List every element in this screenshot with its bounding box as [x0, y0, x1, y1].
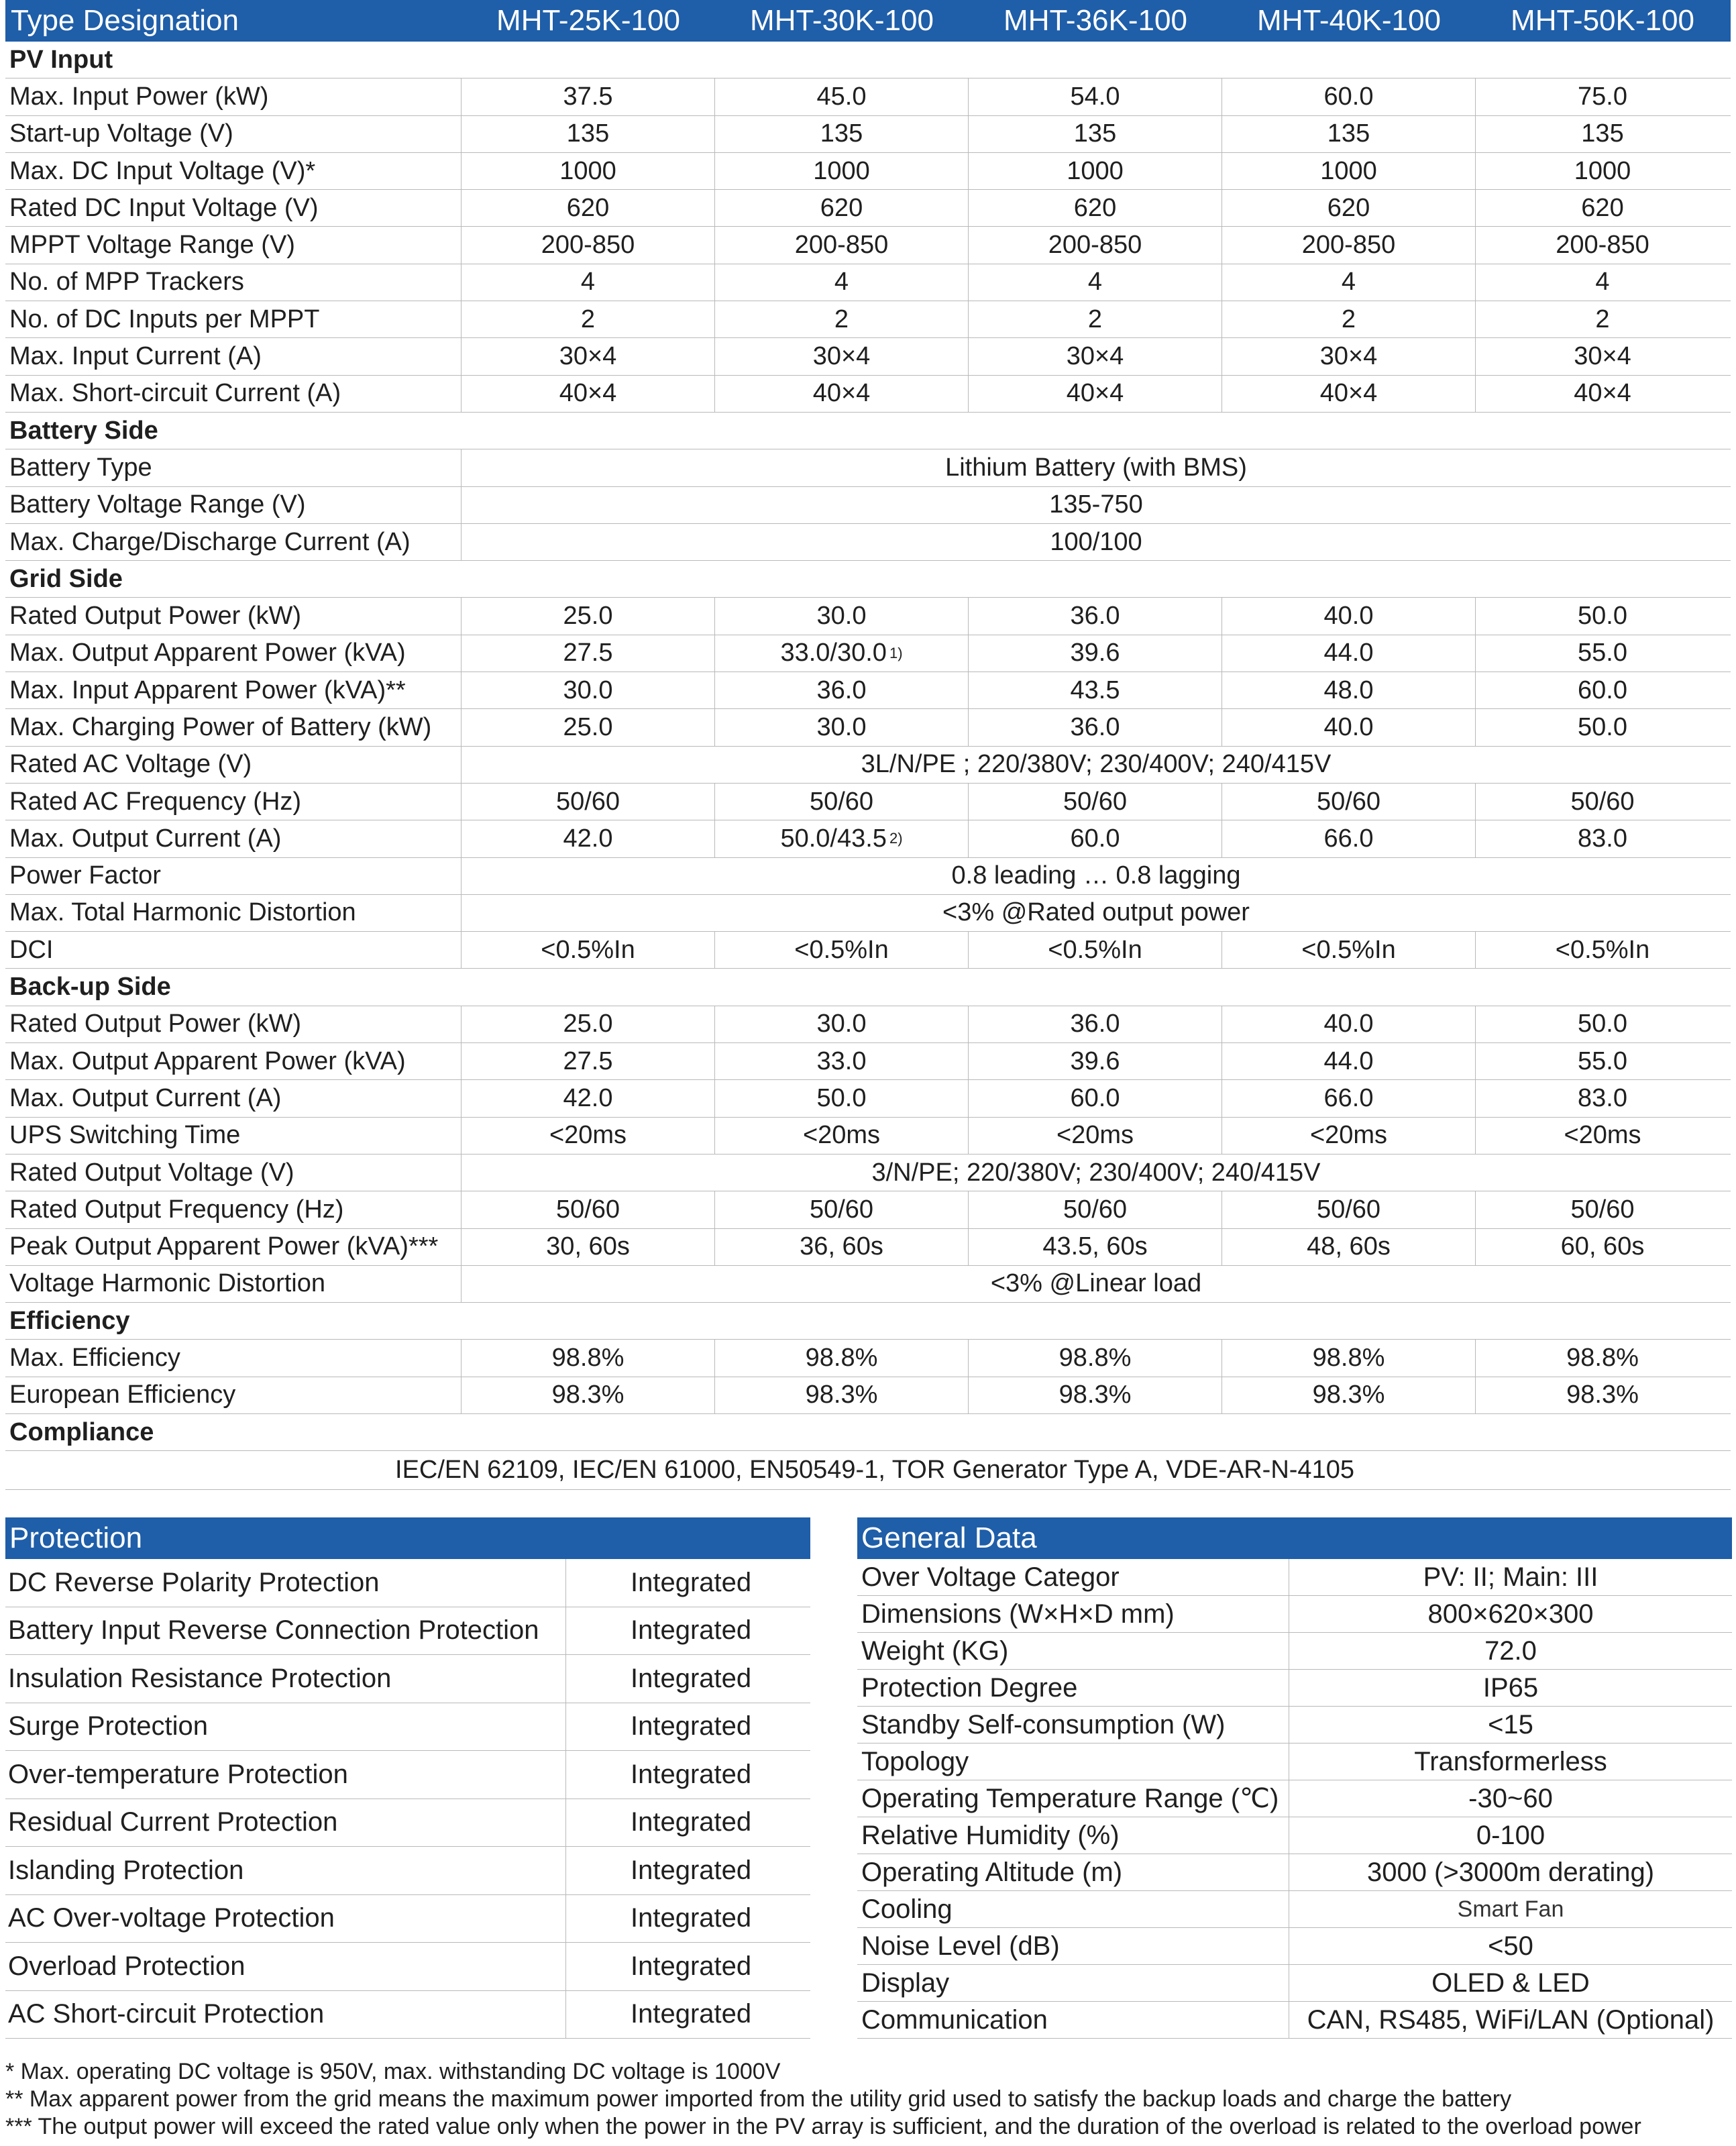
table-row	[5, 1847, 810, 1895]
row-label: Operating Altitude (m)	[857, 1854, 1289, 1890]
section-title	[5, 561, 1731, 598]
section-label: Back-up Side	[9, 973, 171, 1002]
row-value: 50/60	[1222, 784, 1476, 820]
row-label: Protection Degree	[857, 1670, 1289, 1706]
table-row	[5, 784, 1731, 820]
row-value: 30.0	[462, 672, 715, 708]
row-value: 30×4	[1222, 338, 1476, 374]
row-value: 42.0	[462, 820, 715, 857]
row-value: <20ms	[1564, 1121, 1641, 1150]
row-value: 0.8 leading … 0.8 lagging	[951, 861, 1241, 890]
table-row	[5, 858, 1731, 895]
row-value: Smart Fan	[1457, 1896, 1564, 1922]
footnotes	[5, 2058, 1731, 2141]
table-row	[5, 709, 1731, 746]
row-value: 40.0	[1222, 709, 1476, 745]
row-label: UPS Switching Time	[5, 1118, 462, 1154]
row-label: Dimensions (W×H×D mm)	[857, 1596, 1289, 1632]
row-value: 4	[462, 264, 715, 301]
row-value: Integrated	[631, 1663, 752, 1693]
table-row	[857, 1596, 1732, 1633]
row-value: Integrated	[631, 1759, 752, 1789]
row-value: 39.6	[969, 635, 1222, 672]
table-header	[5, 0, 1731, 42]
section-title	[5, 1303, 1731, 1340]
row-value: 72.0	[1484, 1635, 1537, 1666]
row-value: 200-850	[462, 227, 715, 263]
model-name: MHT-40K-100	[1257, 4, 1441, 37]
table-row	[5, 153, 1731, 190]
row-value	[715, 820, 969, 857]
section-label: Compliance	[9, 1417, 154, 1446]
row-label: Max. Total Harmonic Distortion	[5, 895, 462, 931]
row-value: Transformerless	[1414, 1746, 1607, 1776]
row-value: 30×4	[715, 338, 969, 374]
footnote: * Max. operating DC voltage is 950V, max. withstanding DC voltage is 1000V	[5, 2059, 781, 2084]
table-row	[857, 2002, 1732, 2039]
row-value: 800×620×300	[1427, 1599, 1594, 1629]
section-title	[5, 1414, 1731, 1451]
table-row	[5, 1895, 810, 1943]
row-value: 135	[1222, 116, 1476, 152]
table-row	[857, 1670, 1732, 1707]
row-value: 620	[1222, 190, 1476, 226]
table-row	[5, 264, 1731, 301]
table-row	[5, 1080, 1731, 1117]
row-value: 50.0	[1578, 1010, 1627, 1038]
row-value: Integrated	[631, 1567, 752, 1597]
row-value: 98.8%	[969, 1340, 1222, 1376]
row-value: 98.8%	[462, 1340, 715, 1376]
row-value: 40×4	[969, 376, 1222, 412]
model-name: MHT-25K-100	[496, 4, 680, 37]
row-value: 40×4	[1574, 379, 1631, 408]
row-value: PV: II; Main: III	[1423, 1562, 1598, 1592]
row-value: <3% @Rated output power	[942, 898, 1250, 927]
row-value: 620	[969, 190, 1222, 226]
row-value: 50/60	[462, 1191, 715, 1228]
row-value: 30.0	[715, 1006, 969, 1042]
row-value: <15	[1488, 1709, 1533, 1739]
row-value: 50/60	[1570, 1195, 1635, 1224]
row-label: Max. Output Apparent Power (kVA)	[5, 635, 462, 672]
row-value: 50/60	[969, 1191, 1222, 1228]
table-row	[5, 338, 1731, 375]
row-value: IP65	[1482, 1672, 1539, 1703]
row-value: 2	[969, 301, 1222, 337]
row-label: Max. Charging Power of Battery (kW)	[5, 709, 462, 745]
row-value: 55.0	[1578, 639, 1627, 667]
row-value: 200-850	[969, 227, 1222, 263]
row-value: 27.5	[462, 1043, 715, 1079]
spec-table	[5, 0, 1731, 1490]
row-value: Lithium Battery (with BMS)	[945, 453, 1247, 482]
row-value: <0.5%In	[969, 932, 1222, 968]
value-text: 33.0/30.0	[780, 639, 887, 667]
row-value: 42.0	[462, 1080, 715, 1116]
row-label: Operating Temperature Range (℃)	[857, 1780, 1289, 1817]
row-value: 2	[462, 301, 715, 337]
row-label: Rated AC Voltage (V)	[5, 747, 462, 783]
row-label: Over Voltage Categor	[857, 1559, 1289, 1595]
table-row	[5, 1006, 1731, 1043]
row-label: No. of MPP Trackers	[5, 264, 462, 301]
row-label: Rated Output Voltage (V)	[5, 1155, 462, 1191]
row-value: 43.5, 60s	[969, 1229, 1222, 1265]
row-value: Integrated	[631, 1903, 752, 1933]
row-label: Rated DC Input Voltage (V)	[5, 190, 462, 226]
table-row	[857, 1780, 1732, 1817]
table-row	[857, 1817, 1732, 1854]
row-value: 4	[715, 264, 969, 301]
row-value: 60.0	[969, 820, 1222, 857]
table-row	[5, 449, 1731, 486]
row-label: Islanding Protection	[5, 1847, 566, 1894]
row-value: 37.5	[462, 78, 715, 115]
table-row	[5, 487, 1731, 524]
row-value: 50.0	[1578, 712, 1627, 741]
row-value: 100/100	[1050, 527, 1142, 556]
row-value: 30×4	[462, 338, 715, 374]
table-row	[5, 227, 1731, 264]
row-label: Cooling	[857, 1891, 1289, 1927]
row-value: 50/60	[969, 784, 1222, 820]
table-row	[5, 895, 1731, 932]
row-value: 4	[969, 264, 1222, 301]
row-value: 98.8%	[1566, 1344, 1639, 1373]
row-label: DCI	[5, 932, 462, 968]
row-label: Relative Humidity (%)	[857, 1817, 1289, 1854]
section-title	[5, 413, 1731, 449]
footnote: ** Max apparent power from the grid means the maximum power imported from the utility grid used to satisfy the backup loads and charge the battery	[5, 2086, 1512, 2112]
row-value: 2	[1595, 305, 1610, 333]
row-label: Max. Output Apparent Power (kVA)	[5, 1043, 462, 1079]
row-value: 200-850	[1556, 231, 1649, 260]
row-label: Over-temperature Protection	[5, 1751, 566, 1799]
row-value: 25.0	[462, 598, 715, 634]
footnote-marker: 2)	[889, 830, 903, 847]
row-label: Voltage Harmonic Distortion	[5, 1266, 462, 1302]
row-value: 4	[1222, 264, 1476, 301]
row-value: Integrated	[631, 1711, 752, 1741]
row-value: 1000	[715, 153, 969, 189]
row-value: 36.0	[969, 1006, 1222, 1042]
row-value: 36.0	[715, 672, 969, 708]
row-value: 60.0	[1578, 676, 1627, 704]
row-value: 48.0	[1222, 672, 1476, 708]
row-label: Max. Input Current (A)	[5, 338, 462, 374]
general-data-title: General Data	[857, 1517, 1732, 1559]
table-row	[857, 1854, 1732, 1891]
table-row	[5, 1943, 810, 1991]
row-value: Integrated	[631, 1807, 752, 1837]
row-label: Overload Protection	[5, 1943, 566, 1990]
row-value: 98.8%	[1222, 1340, 1476, 1376]
row-label: Max. Input Power (kW)	[5, 78, 462, 115]
row-value: 48, 60s	[1222, 1229, 1476, 1265]
row-label: Battery Voltage Range (V)	[5, 487, 462, 523]
row-value: 60.0	[969, 1080, 1222, 1116]
table-row	[5, 932, 1731, 969]
row-label: Peak Output Apparent Power (kVA)***	[5, 1229, 462, 1265]
row-value: 2	[715, 301, 969, 337]
row-value: 4	[1595, 268, 1610, 297]
section-label: Grid Side	[9, 564, 123, 593]
row-value: 36.0	[969, 598, 1222, 634]
table-row	[5, 1607, 810, 1656]
model-name: MHT-30K-100	[750, 4, 934, 37]
row-value: 98.3%	[462, 1377, 715, 1413]
row-value: 25.0	[462, 709, 715, 745]
type-designation-label: Type Designation	[11, 4, 239, 37]
row-value: 33.0	[715, 1043, 969, 1079]
table-row	[5, 524, 1731, 561]
table-row	[5, 1340, 1731, 1377]
row-value: <20ms	[1222, 1118, 1476, 1154]
row-label: No. of DC Inputs per MPPT	[5, 301, 462, 337]
row-value: 3000 (>3000m derating)	[1366, 1857, 1655, 1887]
row-value: <0.5%In	[462, 932, 715, 968]
row-value: 98.3%	[715, 1377, 969, 1413]
protection-table	[5, 1517, 810, 2039]
row-label: Max. Output Current (A)	[5, 1080, 462, 1116]
row-value: CAN, RS485, WiFi/LAN (Optional)	[1307, 2004, 1715, 2035]
row-label: MPPT Voltage Range (V)	[5, 227, 462, 263]
row-value: Integrated	[631, 1855, 752, 1885]
table-row	[5, 672, 1731, 709]
table-row	[5, 116, 1731, 153]
row-value: 3L/N/PE ; 220/380V; 230/400V; 240/415V	[861, 750, 1332, 779]
row-value: 98.8%	[715, 1340, 969, 1376]
row-label: Power Factor	[5, 858, 462, 894]
row-value: 60, 60s	[1560, 1232, 1645, 1261]
row-value: <20ms	[715, 1118, 969, 1154]
row-value: 66.0	[1222, 1080, 1476, 1116]
row-value: 620	[462, 190, 715, 226]
row-value: 44.0	[1222, 635, 1476, 672]
row-value: 66.0	[1222, 820, 1476, 857]
row-label: Max. Efficiency	[5, 1340, 462, 1376]
row-value: <0.5%In	[1555, 935, 1650, 964]
row-value: 40.0	[1222, 1006, 1476, 1042]
row-label: Max. Charge/Discharge Current (A)	[5, 524, 462, 560]
row-value: <20ms	[969, 1118, 1222, 1154]
row-value: 36, 60s	[715, 1229, 969, 1265]
row-value: 50.0	[715, 1080, 969, 1116]
table-row	[857, 1743, 1732, 1780]
model-name: MHT-50K-100	[1511, 4, 1694, 37]
row-value: <0.5%In	[1222, 932, 1476, 968]
row-value: 40×4	[715, 376, 969, 412]
row-label: Rated Output Power (kW)	[5, 1006, 462, 1042]
table-row	[857, 1891, 1732, 1928]
row-value: 27.5	[462, 635, 715, 672]
protection-title: Protection	[5, 1517, 810, 1559]
table-row	[5, 1559, 810, 1607]
table-row	[5, 1799, 810, 1847]
row-value: 30×4	[969, 338, 1222, 374]
row-value: 50/60	[715, 784, 969, 820]
table-row	[5, 820, 1731, 857]
row-value: 1000	[462, 153, 715, 189]
section-label: PV Input	[9, 45, 113, 74]
table-row	[5, 301, 1731, 338]
row-label: Rated AC Frequency (Hz)	[5, 784, 462, 820]
row-label: European Efficiency	[5, 1377, 462, 1413]
row-value: 44.0	[1222, 1043, 1476, 1079]
table-row	[857, 1928, 1732, 1965]
row-value: -30~60	[1468, 1783, 1553, 1813]
row-value: 50.0	[1578, 602, 1627, 631]
row-label: DC Reverse Polarity Protection	[5, 1559, 566, 1607]
row-value: 135	[715, 116, 969, 152]
row-value: 30.0	[715, 598, 969, 634]
row-value: 30×4	[1574, 342, 1631, 371]
row-value: 43.5	[969, 672, 1222, 708]
row-value: 75.0	[1578, 82, 1627, 111]
table-row	[5, 1377, 1731, 1414]
row-value: 1000	[1222, 153, 1476, 189]
table-row	[5, 78, 1731, 115]
table-row	[5, 1229, 1731, 1266]
row-value: 200-850	[715, 227, 969, 263]
row-value: 1000	[1574, 156, 1631, 185]
row-label: Rated Output Power (kW)	[5, 598, 462, 634]
table-row	[857, 1559, 1732, 1596]
row-label: Start-up Voltage (V)	[5, 116, 462, 152]
row-value: 40×4	[462, 376, 715, 412]
row-label: Max. Output Current (A)	[5, 820, 462, 857]
table-row	[5, 1655, 810, 1703]
table-row	[5, 1751, 810, 1799]
row-value: OLED & LED	[1431, 1968, 1590, 1998]
row-label: Noise Level (dB)	[857, 1928, 1289, 1964]
model-name: MHT-36K-100	[1003, 4, 1187, 37]
compliance-standards: IEC/EN 62109, IEC/EN 61000, EN50549-1, TOR Generator Type A, VDE-AR-N-4105	[395, 1456, 1354, 1485]
row-label: Rated Output Frequency (Hz)	[5, 1191, 462, 1228]
table-row	[5, 190, 1731, 227]
footnote-marker: 1)	[889, 644, 903, 661]
row-label: Communication	[857, 2002, 1289, 2038]
row-value: 3/N/PE; 220/380V; 230/400V; 240/415V	[871, 1158, 1321, 1187]
row-value: 55.0	[1578, 1047, 1627, 1075]
row-value: 0-100	[1476, 1820, 1545, 1850]
row-value: 200-850	[1222, 227, 1476, 263]
row-value: 2	[1222, 301, 1476, 337]
row-value: 83.0	[1578, 1083, 1627, 1112]
row-label: Battery Type	[5, 449, 462, 486]
table-row	[5, 1043, 1731, 1080]
row-value: 50/60	[462, 784, 715, 820]
table-row	[5, 376, 1731, 413]
row-value: <3% @Linear load	[990, 1269, 1202, 1298]
row-value: 135	[462, 116, 715, 152]
row-value: 39.6	[969, 1043, 1222, 1079]
table-row	[5, 1155, 1731, 1191]
row-value: 135-750	[1049, 490, 1143, 519]
row-value: 50/60	[1222, 1191, 1476, 1228]
row-value: 50/60	[1570, 787, 1635, 816]
row-value: 135	[969, 116, 1222, 152]
row-value: <20ms	[462, 1118, 715, 1154]
row-value: 1000	[969, 153, 1222, 189]
table-row	[857, 1707, 1732, 1743]
table-row	[5, 1191, 1731, 1228]
row-label: Max. Short-circuit Current (A)	[5, 376, 462, 412]
table-row	[5, 1118, 1731, 1155]
table-row	[5, 1266, 1731, 1303]
table-row	[5, 747, 1731, 784]
row-value: 45.0	[715, 78, 969, 115]
row-label: Topology	[857, 1743, 1289, 1780]
table-row	[857, 1633, 1732, 1670]
table-row	[5, 1703, 810, 1752]
row-value: <50	[1488, 1931, 1533, 1961]
section-label: Efficiency	[9, 1306, 130, 1335]
section-title	[5, 42, 1731, 78]
row-label: AC Short-circuit Protection	[5, 1991, 566, 2039]
table-row	[5, 1991, 810, 2039]
footnote: *** The output power will exceed the rated value only when the power in the PV array is sufficient, and the duration of the overload is related to the overload power	[5, 2114, 1641, 2139]
value-text: 50.0/43.5	[780, 824, 887, 853]
row-value: 98.3%	[1222, 1377, 1476, 1413]
row-value: 135	[1581, 119, 1624, 148]
row-value: 83.0	[1578, 824, 1627, 853]
row-label: Max. DC Input Voltage (V)*	[5, 153, 462, 189]
section-label: Battery Side	[9, 416, 158, 445]
row-value: 40.0	[1222, 598, 1476, 634]
row-value: 620	[1581, 193, 1624, 222]
table-row	[5, 598, 1731, 635]
row-value: Integrated	[631, 1615, 752, 1646]
row-label: Standby Self-consumption (W)	[857, 1707, 1289, 1743]
row-label: Weight (KG)	[857, 1633, 1289, 1669]
compliance-row	[5, 1451, 1731, 1490]
row-label: Surge Protection	[5, 1703, 566, 1751]
table-row	[5, 635, 1731, 672]
row-label: Display	[857, 1965, 1289, 2001]
row-label: AC Over-voltage Protection	[5, 1895, 566, 1943]
row-value: 36.0	[969, 709, 1222, 745]
row-value: 98.3%	[969, 1377, 1222, 1413]
row-value: 98.3%	[1566, 1381, 1639, 1409]
row-value: <0.5%In	[715, 932, 969, 968]
row-label: Max. Input Apparent Power (kVA)**	[5, 672, 462, 708]
table-row	[857, 1965, 1732, 2002]
row-value: Integrated	[631, 1999, 752, 2029]
row-value: 40×4	[1222, 376, 1476, 412]
row-value: 50/60	[715, 1191, 969, 1228]
row-value: 25.0	[462, 1006, 715, 1042]
row-label: Insulation Resistance Protection	[5, 1655, 566, 1703]
row-value: 30.0	[715, 709, 969, 745]
row-value: 54.0	[969, 78, 1222, 115]
row-label: Residual Current Protection	[5, 1799, 566, 1847]
row-value: 60.0	[1222, 78, 1476, 115]
row-value: 620	[715, 190, 969, 226]
section-title	[5, 969, 1731, 1006]
row-value: Integrated	[631, 1951, 752, 1981]
row-label: Battery Input Reverse Connection Protection	[5, 1607, 566, 1655]
general-data-table	[857, 1517, 1732, 2039]
row-value: 30, 60s	[462, 1229, 715, 1265]
row-value	[715, 635, 969, 672]
